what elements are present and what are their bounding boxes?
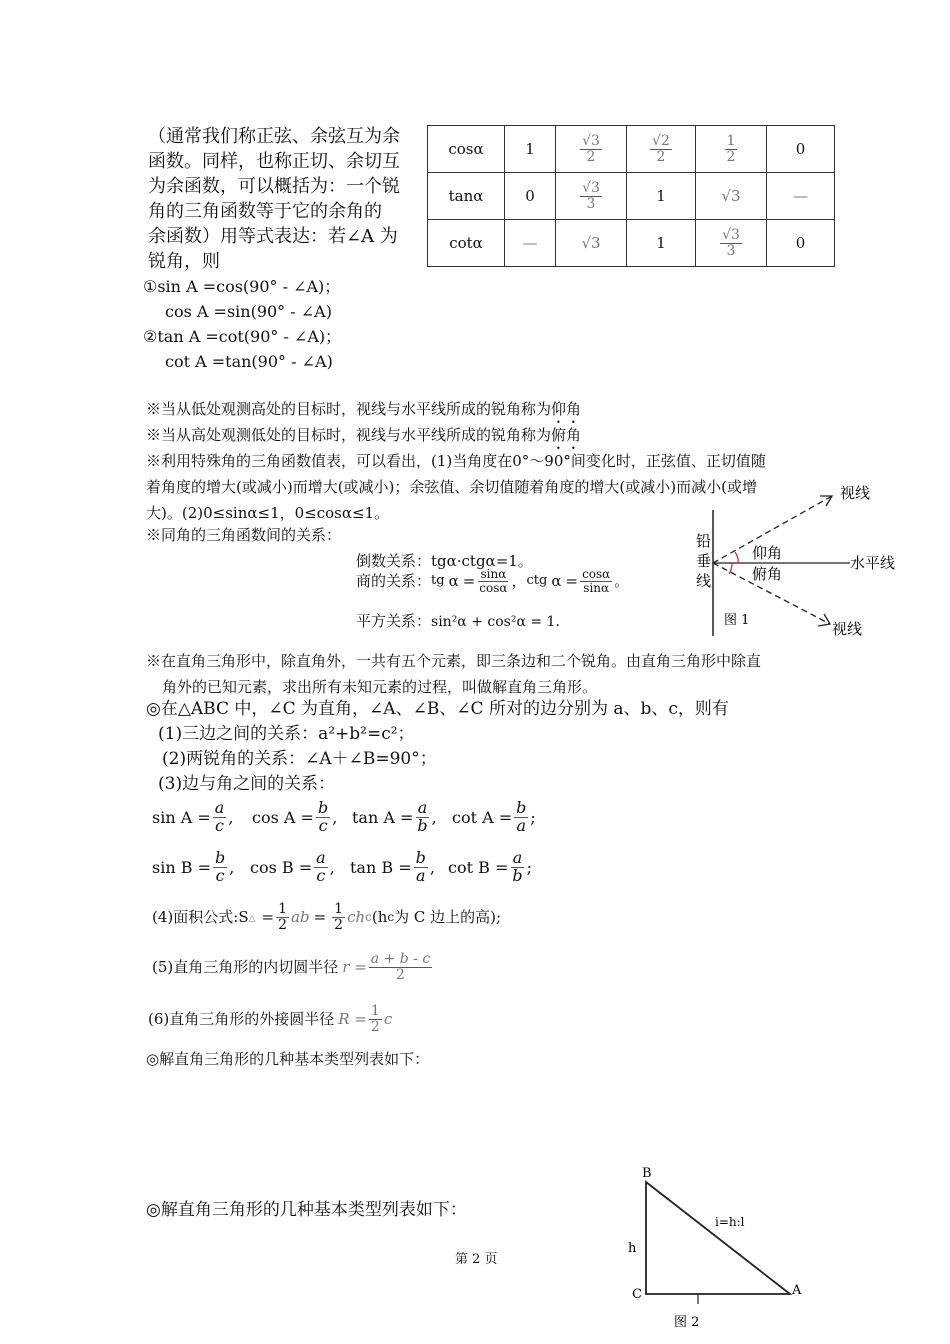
table-cell: 1: [627, 220, 696, 267]
denominator: 2: [334, 916, 344, 933]
table-cell: 0: [767, 126, 835, 173]
subscript-c: c: [387, 910, 395, 925]
row-label: cosα: [428, 126, 505, 173]
numerator: 1: [278, 901, 288, 917]
slope-label: i=h:l: [715, 1215, 745, 1229]
circumradius-formula: [148, 1004, 392, 1034]
arrow-down: [818, 614, 830, 626]
equals-sign: =: [313, 908, 327, 927]
ratio-label: cot B =: [448, 857, 509, 877]
separator: ;: [530, 807, 536, 827]
denominator: a: [516, 815, 527, 835]
table-cell: [556, 173, 627, 220]
r-symbol: r =: [342, 958, 367, 977]
complement-formulas: [143, 274, 341, 374]
inradius-formula: [152, 952, 434, 982]
table-cell: [696, 126, 767, 173]
term-elevation: 仰角: [551, 400, 582, 418]
intro-line: 函数。同样，也称正切、余切互: [148, 151, 400, 172]
numerator: b: [317, 798, 329, 817]
relation-side-angle: (3)边与角之间的关系：: [158, 774, 336, 794]
height-label: h: [628, 1241, 637, 1256]
note-line: 着角度的增大(或减小)而增大(或减小)；余弦值、余切值随着角度的增大(或减小)而减小(或增: [146, 478, 757, 496]
denominator: cosα: [479, 580, 508, 595]
list-heading-large: ◎解直角三角形的几种基本类型列表如下：: [146, 1200, 467, 1220]
table-cell: —: [767, 173, 835, 220]
area-note-rest: 为 C 边上的高);: [394, 908, 502, 927]
denominator: c: [316, 865, 326, 885]
quotient-relation: [356, 568, 629, 594]
intro-paragraph: [148, 124, 400, 274]
denominator: 2: [396, 966, 405, 983]
trig-values-table: [427, 125, 835, 267]
denominator: 2: [726, 148, 736, 165]
formula-cos-sin: cos A =sin(90° - ∠A): [165, 302, 332, 321]
square-relation: [356, 608, 560, 635]
separator: ;: [526, 857, 532, 877]
tg-symbol: tg: [431, 573, 445, 589]
figure2-caption: 图 2: [674, 1315, 700, 1330]
numerator: b: [415, 848, 426, 867]
alpha-symbol: α: [448, 572, 459, 591]
note-text: ※当从高处观测低处的目标时，视线与水平线所成的锐角称为: [146, 426, 552, 444]
figure1-caption: 图 1: [724, 613, 750, 628]
tan-a-ratio: [352, 800, 452, 835]
area-formula: (4)面积公式: S △ = $\frac{1}{2}$ ab = $\frac{1}{2}$ ch c (h c 为 C 边上的高);: [152, 901, 502, 933]
denominator: c: [318, 815, 328, 835]
denominator: 2: [278, 916, 288, 933]
term-depression: 俯角: [551, 426, 582, 444]
chc-term: ch: [347, 908, 366, 927]
ratio-label: tan B =: [350, 857, 412, 877]
numerator: cosα: [582, 567, 611, 581]
subscript-c: c: [365, 910, 372, 925]
intro-line: 锐角，则: [148, 251, 220, 272]
separator: ,: [431, 807, 437, 827]
triangle-relations: [146, 697, 729, 797]
table-cell: 1: [505, 126, 556, 173]
triangle-shape: [646, 1182, 790, 1294]
numerator: 1: [726, 132, 736, 149]
table-row: [428, 126, 835, 173]
vertex-c: C: [632, 1287, 642, 1302]
numerator: a: [512, 848, 523, 867]
row-label: cotα: [428, 220, 505, 267]
ratio-label: tan A =: [352, 807, 414, 827]
figure-elevation-depression: [690, 478, 910, 640]
numerator: √3: [582, 132, 600, 149]
ratio-label: cos B =: [250, 857, 313, 877]
formula-tan-cot: ②tan A =cot(90° - ∠A)；: [143, 327, 342, 346]
reciprocal-relation: 倒数关系：tgα·ctgα=1。: [356, 552, 533, 570]
row-label: tanα: [428, 173, 505, 220]
note-line: 大)。(2)0≤sinα≤1，0≤cosα≤1。: [146, 504, 390, 522]
tan-b-ratio: [350, 850, 448, 885]
table-cell: [556, 126, 627, 173]
numerator: √3: [722, 226, 740, 243]
separator: ,: [229, 857, 235, 877]
numerator: b: [516, 798, 527, 817]
numerator: √2: [652, 132, 670, 149]
vertical-label: 垂: [696, 552, 712, 570]
table-cell: 0: [505, 173, 556, 220]
note-text: ※当从低处观测高处的目标时，视线与水平线所成的锐角称为: [146, 400, 552, 418]
abc-statement: ◎在△ABC 中，∠C 为直角，∠A、∠B、∠C 所对的边分别为 a、b、c，则有: [146, 699, 729, 719]
denominator: c: [215, 815, 225, 835]
sin-a-ratio: [152, 800, 252, 835]
table-cell: 0: [767, 220, 835, 267]
ratio-label: cot A =: [452, 807, 513, 827]
quotient-label: 商的关系：: [356, 572, 432, 591]
inradius-label: (5)直角三角形的内切圆半径: [152, 958, 339, 977]
note-line: ※利用特殊角的三角函数值表，可以看出，(1)当角度在0°～90°间变化时，正弦值、正切值随: [146, 452, 766, 470]
denominator: b: [417, 815, 428, 835]
intro-line: 余函数）用等式表达：若∠A 为: [148, 226, 398, 247]
table-cell: [696, 220, 767, 267]
elevation-arc: [735, 552, 738, 563]
square-label: 平方关系：: [356, 612, 432, 630]
elevation-label: 仰角: [752, 544, 783, 562]
list-heading-small: ◎解直角三角形的几种基本类型列表如下：: [146, 1050, 430, 1068]
formula-cot-tan: cot A =tan(90° - ∠A): [165, 352, 333, 371]
depression-label: 俯角: [752, 565, 783, 583]
equals-sign: =: [261, 908, 275, 927]
numerator: √3: [582, 179, 600, 196]
definition-line: 角外的已知元素，求出所有未知元素的过程，叫做解直角三角形。: [162, 678, 598, 696]
separator: ,: [429, 857, 435, 877]
equals-sign: =: [565, 572, 579, 591]
definition-line: ※在直角三角形中，除直角外，一共有五个元素，即三条边和二个锐角。由直角三角形中除直: [146, 652, 762, 670]
denominator: 2: [370, 1018, 380, 1035]
area-label: (4)面积公式:: [152, 908, 239, 927]
denominator: b: [512, 865, 523, 885]
equals-sign: =: [462, 572, 476, 591]
ab-term: ab: [291, 908, 310, 927]
intro-line: 为余函数，可以概括为：一个锐: [148, 176, 400, 197]
vertical-label: 线: [696, 572, 712, 590]
numerator: b: [214, 848, 226, 867]
denominator: sinα: [583, 580, 610, 595]
numerator: a: [214, 798, 225, 817]
separator: ,: [329, 857, 335, 877]
numerator: 1: [334, 901, 344, 917]
ratio-label: cos A =: [252, 807, 314, 827]
numerator: a + b - c: [370, 951, 431, 967]
table-row: [428, 220, 835, 267]
relation-angles: (2)两锐角的关系：∠A＋∠B=90°；: [162, 749, 437, 769]
circumradius-label: (6)直角三角形的外接圆半径: [148, 1010, 335, 1029]
formula-sin-cos: ①sin A =cos(90° - ∠A)；: [143, 277, 341, 296]
sight-label-bottom: 视线: [832, 620, 863, 638]
horizontal-label: 水平线: [850, 554, 896, 572]
vertex-a: A: [792, 1283, 802, 1298]
ratios-angle-a: [152, 800, 536, 835]
denominator: a: [415, 865, 426, 885]
table-row: [428, 173, 835, 220]
denominator: 3: [726, 242, 736, 259]
table-cell: [627, 126, 696, 173]
numerator: a: [316, 848, 326, 867]
figure-slope-triangle: [620, 1160, 820, 1336]
numerator: sinα: [480, 567, 507, 581]
separator: ,: [332, 807, 338, 827]
solve-definition: [146, 648, 836, 700]
separator: ,: [228, 807, 234, 827]
cos-b-ratio: [250, 850, 350, 885]
same-angle-heading: ※同角的三角函数间的关系：: [146, 526, 342, 544]
table-cell: 1: [627, 173, 696, 220]
s-symbol: S: [238, 908, 249, 927]
table-cell: √3: [556, 220, 627, 267]
comma: ，: [511, 572, 527, 591]
sight-label-top: 视线: [840, 484, 871, 502]
table-cell: √3: [696, 173, 767, 220]
denominator: c: [215, 865, 225, 885]
area-note: (h: [371, 908, 388, 927]
table-cell: —: [505, 220, 556, 267]
alpha-symbol: α: [551, 572, 562, 591]
page-number: 第 2 页: [455, 1252, 498, 1267]
denominator: 2: [656, 148, 666, 165]
denominator: 2: [586, 148, 596, 165]
period: 。: [614, 572, 630, 591]
intro-line: （通常我们称正弦、余弦互为余: [148, 126, 400, 147]
ratios-angle-b: [152, 850, 532, 885]
relation-sides: (1)三边之间的关系：a²+b²=c²；: [158, 724, 415, 744]
denominator: 3: [586, 195, 596, 212]
cot-b-ratio: [448, 850, 532, 885]
vertical-label: 铅: [696, 532, 712, 550]
numerator: a: [417, 798, 428, 817]
numerator: 1: [370, 1003, 380, 1019]
intro-line: 角的三角函数等于它的余角的: [148, 201, 382, 222]
ratio-label: sin B =: [152, 857, 211, 877]
cos-a-ratio: [252, 800, 352, 835]
vertex-b: B: [642, 1166, 652, 1181]
square-formula: sin²α + cos²α = 1.: [431, 614, 560, 630]
cot-a-ratio: [452, 800, 536, 835]
big-r-symbol: R =: [338, 1010, 367, 1029]
sin-b-ratio: [152, 850, 250, 885]
ctg-symbol: ctg: [526, 573, 548, 589]
ratio-label: sin A =: [152, 807, 211, 827]
c-symbol: c: [383, 1010, 393, 1029]
